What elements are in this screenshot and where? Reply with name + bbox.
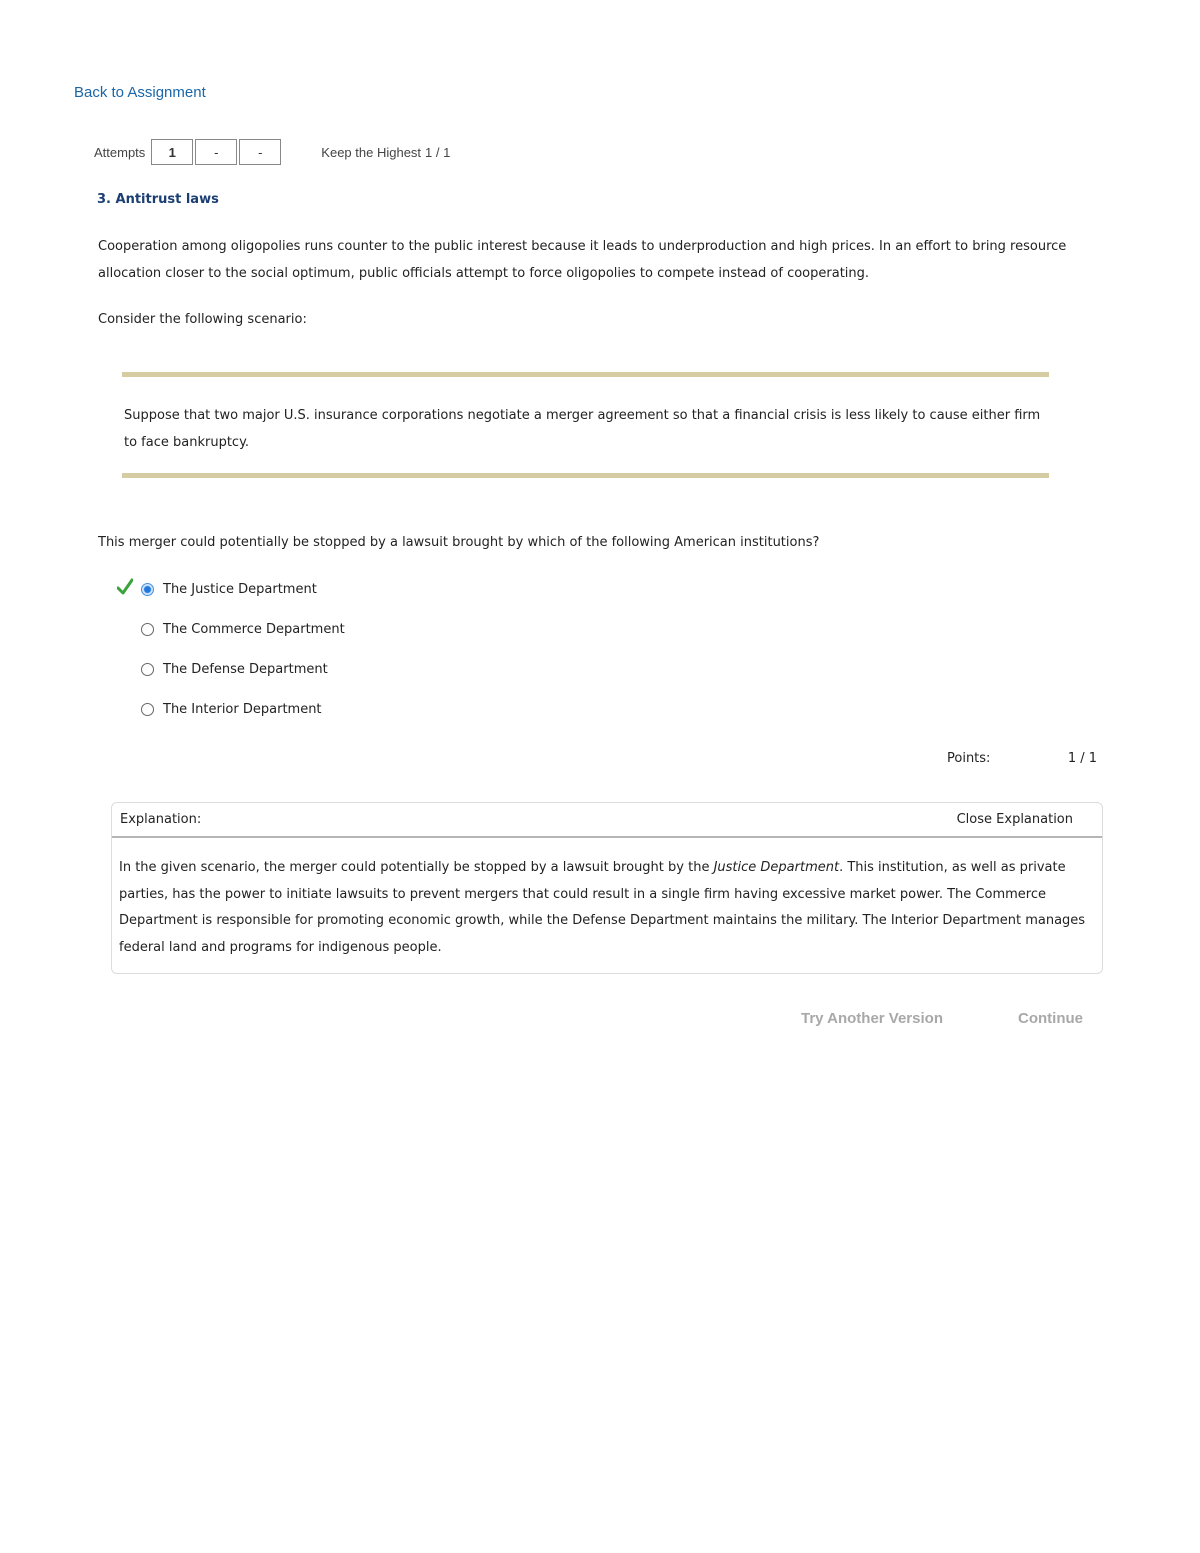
continue-button[interactable]: Continue <box>1018 1010 1083 1027</box>
points-label: Points: <box>947 751 991 766</box>
scenario-box <box>122 372 1049 478</box>
keep-highest-label: Keep the Highest <box>321 144 422 160</box>
points-value: 1 / 1 <box>1067 751 1097 766</box>
question-title: 3. Antitrust laws <box>97 192 219 207</box>
attempt-box-1[interactable]: 1 <box>151 139 193 165</box>
answer-option-label: The Interior Department <box>163 701 322 717</box>
points-row <box>947 751 1097 766</box>
radio-button-selected[interactable] <box>141 583 154 596</box>
radio-button[interactable] <box>141 703 154 716</box>
answer-option-commerce[interactable] <box>141 618 345 640</box>
explanation-panel <box>111 802 1103 974</box>
explanation-text-end: . This institution, as well as private parties, has the power to initiate lawsuits to prevent mergers that could result in a single firm having excessive market power. The Commerce Department is responsible for promoting economic growth, while the Defense Department maintains the military. The Interior Department manages federal land and programs for indigenous people. <box>119 860 1086 955</box>
question-intro: Cooperation among oligopolies runs counter to the public interest because it leads to underproduction and high prices. In an effort to bring resource allocation closer to the social optimum, public officials attempt to force oligopolies to compete instead of cooperating. <box>98 239 1067 281</box>
explanation-text-start: In the given scenario, the merger could potentially be stopped by a lawsuit brought by the <box>119 860 714 875</box>
consider-text: Consider the following scenario: <box>98 312 307 327</box>
back-to-assignment-link[interactable]: Back to Assignment <box>74 84 206 101</box>
answer-option-interior[interactable] <box>141 698 322 720</box>
explanation-body <box>112 838 1102 961</box>
radio-button[interactable] <box>141 663 154 676</box>
answer-option-defense[interactable] <box>141 658 328 680</box>
scenario-text: Suppose that two major U.S. insurance corporations negotiate a merger agreement so that a financial crisis is less likely to cause either firm to face bankruptcy. <box>124 408 1041 450</box>
try-another-version-button[interactable]: Try Another Version <box>801 1010 943 1027</box>
radio-button[interactable] <box>141 623 154 636</box>
close-explanation-button[interactable]: Close Explanation <box>956 812 1073 827</box>
answer-option-label: The Commerce Department <box>163 621 345 637</box>
question-prompt: This merger could potentially be stopped by a lawsuit brought by which of the following American institutions? <box>98 535 820 550</box>
keep-highest-score: 1 / 1 <box>425 144 451 160</box>
attempt-box-2[interactable]: - <box>195 139 237 165</box>
answer-option-justice[interactable] <box>141 578 317 600</box>
attempt-box-3[interactable]: - <box>239 139 281 165</box>
answer-option-label: The Defense Department <box>163 661 328 677</box>
explanation-emphasis: Justice Department <box>713 860 840 875</box>
checkmark-icon <box>117 578 133 596</box>
attempts-row <box>94 137 450 167</box>
answer-option-label: The Justice Department <box>163 581 317 597</box>
attempts-label: Attempts <box>94 144 146 160</box>
explanation-header <box>112 803 1102 838</box>
explanation-title: Explanation: <box>120 812 202 827</box>
